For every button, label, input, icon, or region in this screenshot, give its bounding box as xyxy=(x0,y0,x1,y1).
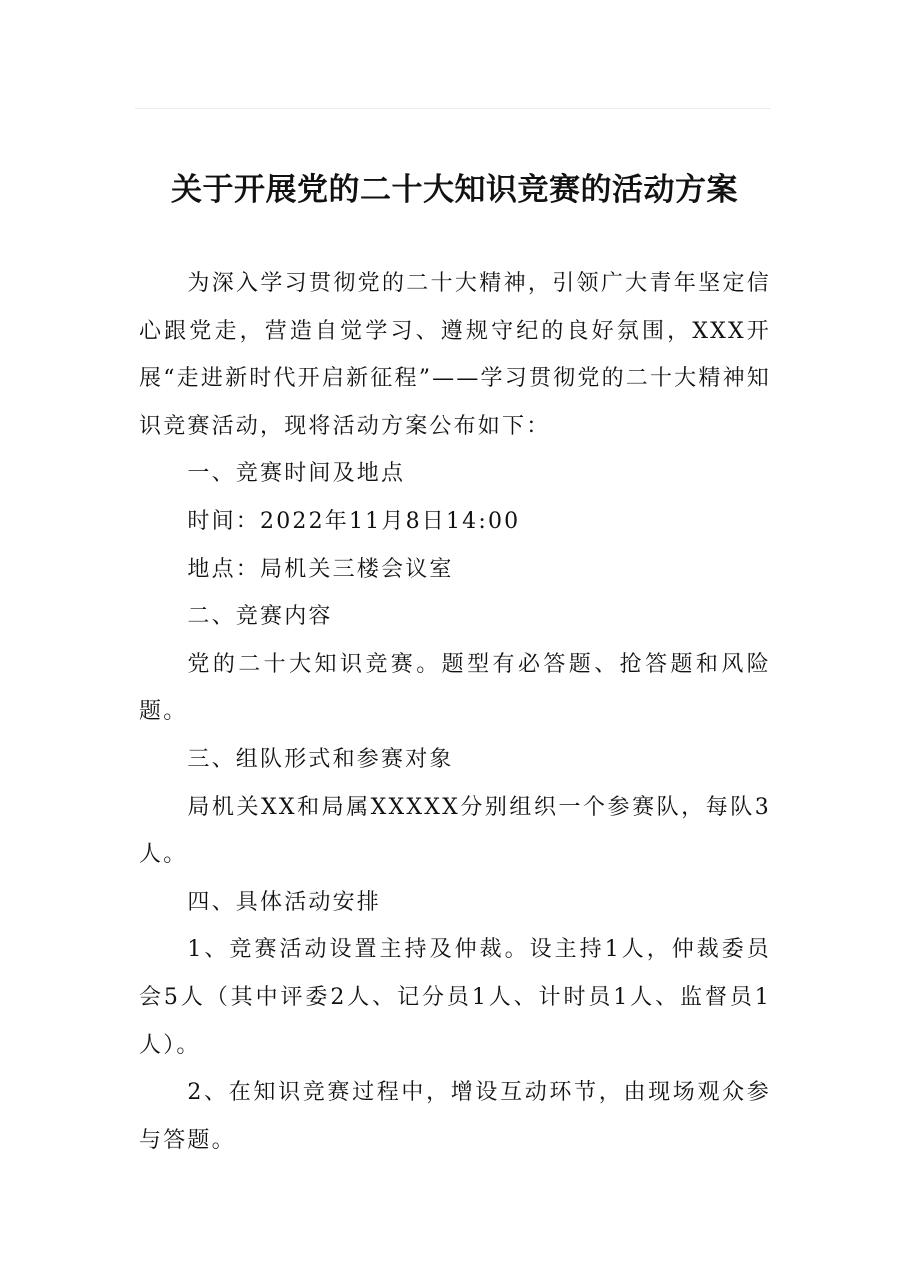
section-heading-2: 二、竞赛内容 xyxy=(187,604,333,630)
arrangement-item-2: 2、在知识竞赛过程中，增设互动环节，由现场观众参与答题。 xyxy=(139,1080,771,1153)
intro-paragraph: 为深入学习贯彻党的二十大精神，引领广大青年坚定信心跟党走，营造自觉学习、遵规守纪的良好氛围，XXX开展“走进新时代开启新征程”——学习贯彻党的二十大精神知识竞赛活动，现将活动方案公布如下： xyxy=(139,271,771,439)
content-paragraph: 党的二十大知识竞赛。题型有必答题、抢答题和风险题。 xyxy=(139,651,771,725)
team-paragraph: 局机关XX和局属XXXXX分别组织一个参赛队，每队3人。 xyxy=(139,794,771,868)
section-heading-3: 三、组队形式和参赛对象 xyxy=(187,746,454,772)
section-heading-4: 四、具体活动安排 xyxy=(187,889,381,915)
document-body xyxy=(139,260,771,1164)
time-line: 时间：2022年11月8日14:00 xyxy=(187,508,521,534)
arrangement-item-1: 1、竞赛活动设置主持及仲裁。设主持1人，仲裁委员会5人（其中评委2人、记分员1人、计时员1人、监督员1人）。 xyxy=(139,937,771,1058)
header-divider xyxy=(135,108,771,109)
document-title: 关于开展党的二十大知识竞赛的活动方案 xyxy=(171,172,738,208)
section-heading-1: 一、竞赛时间及地点 xyxy=(187,461,406,487)
location-line: 地点：局机关三楼会议室 xyxy=(187,556,454,582)
